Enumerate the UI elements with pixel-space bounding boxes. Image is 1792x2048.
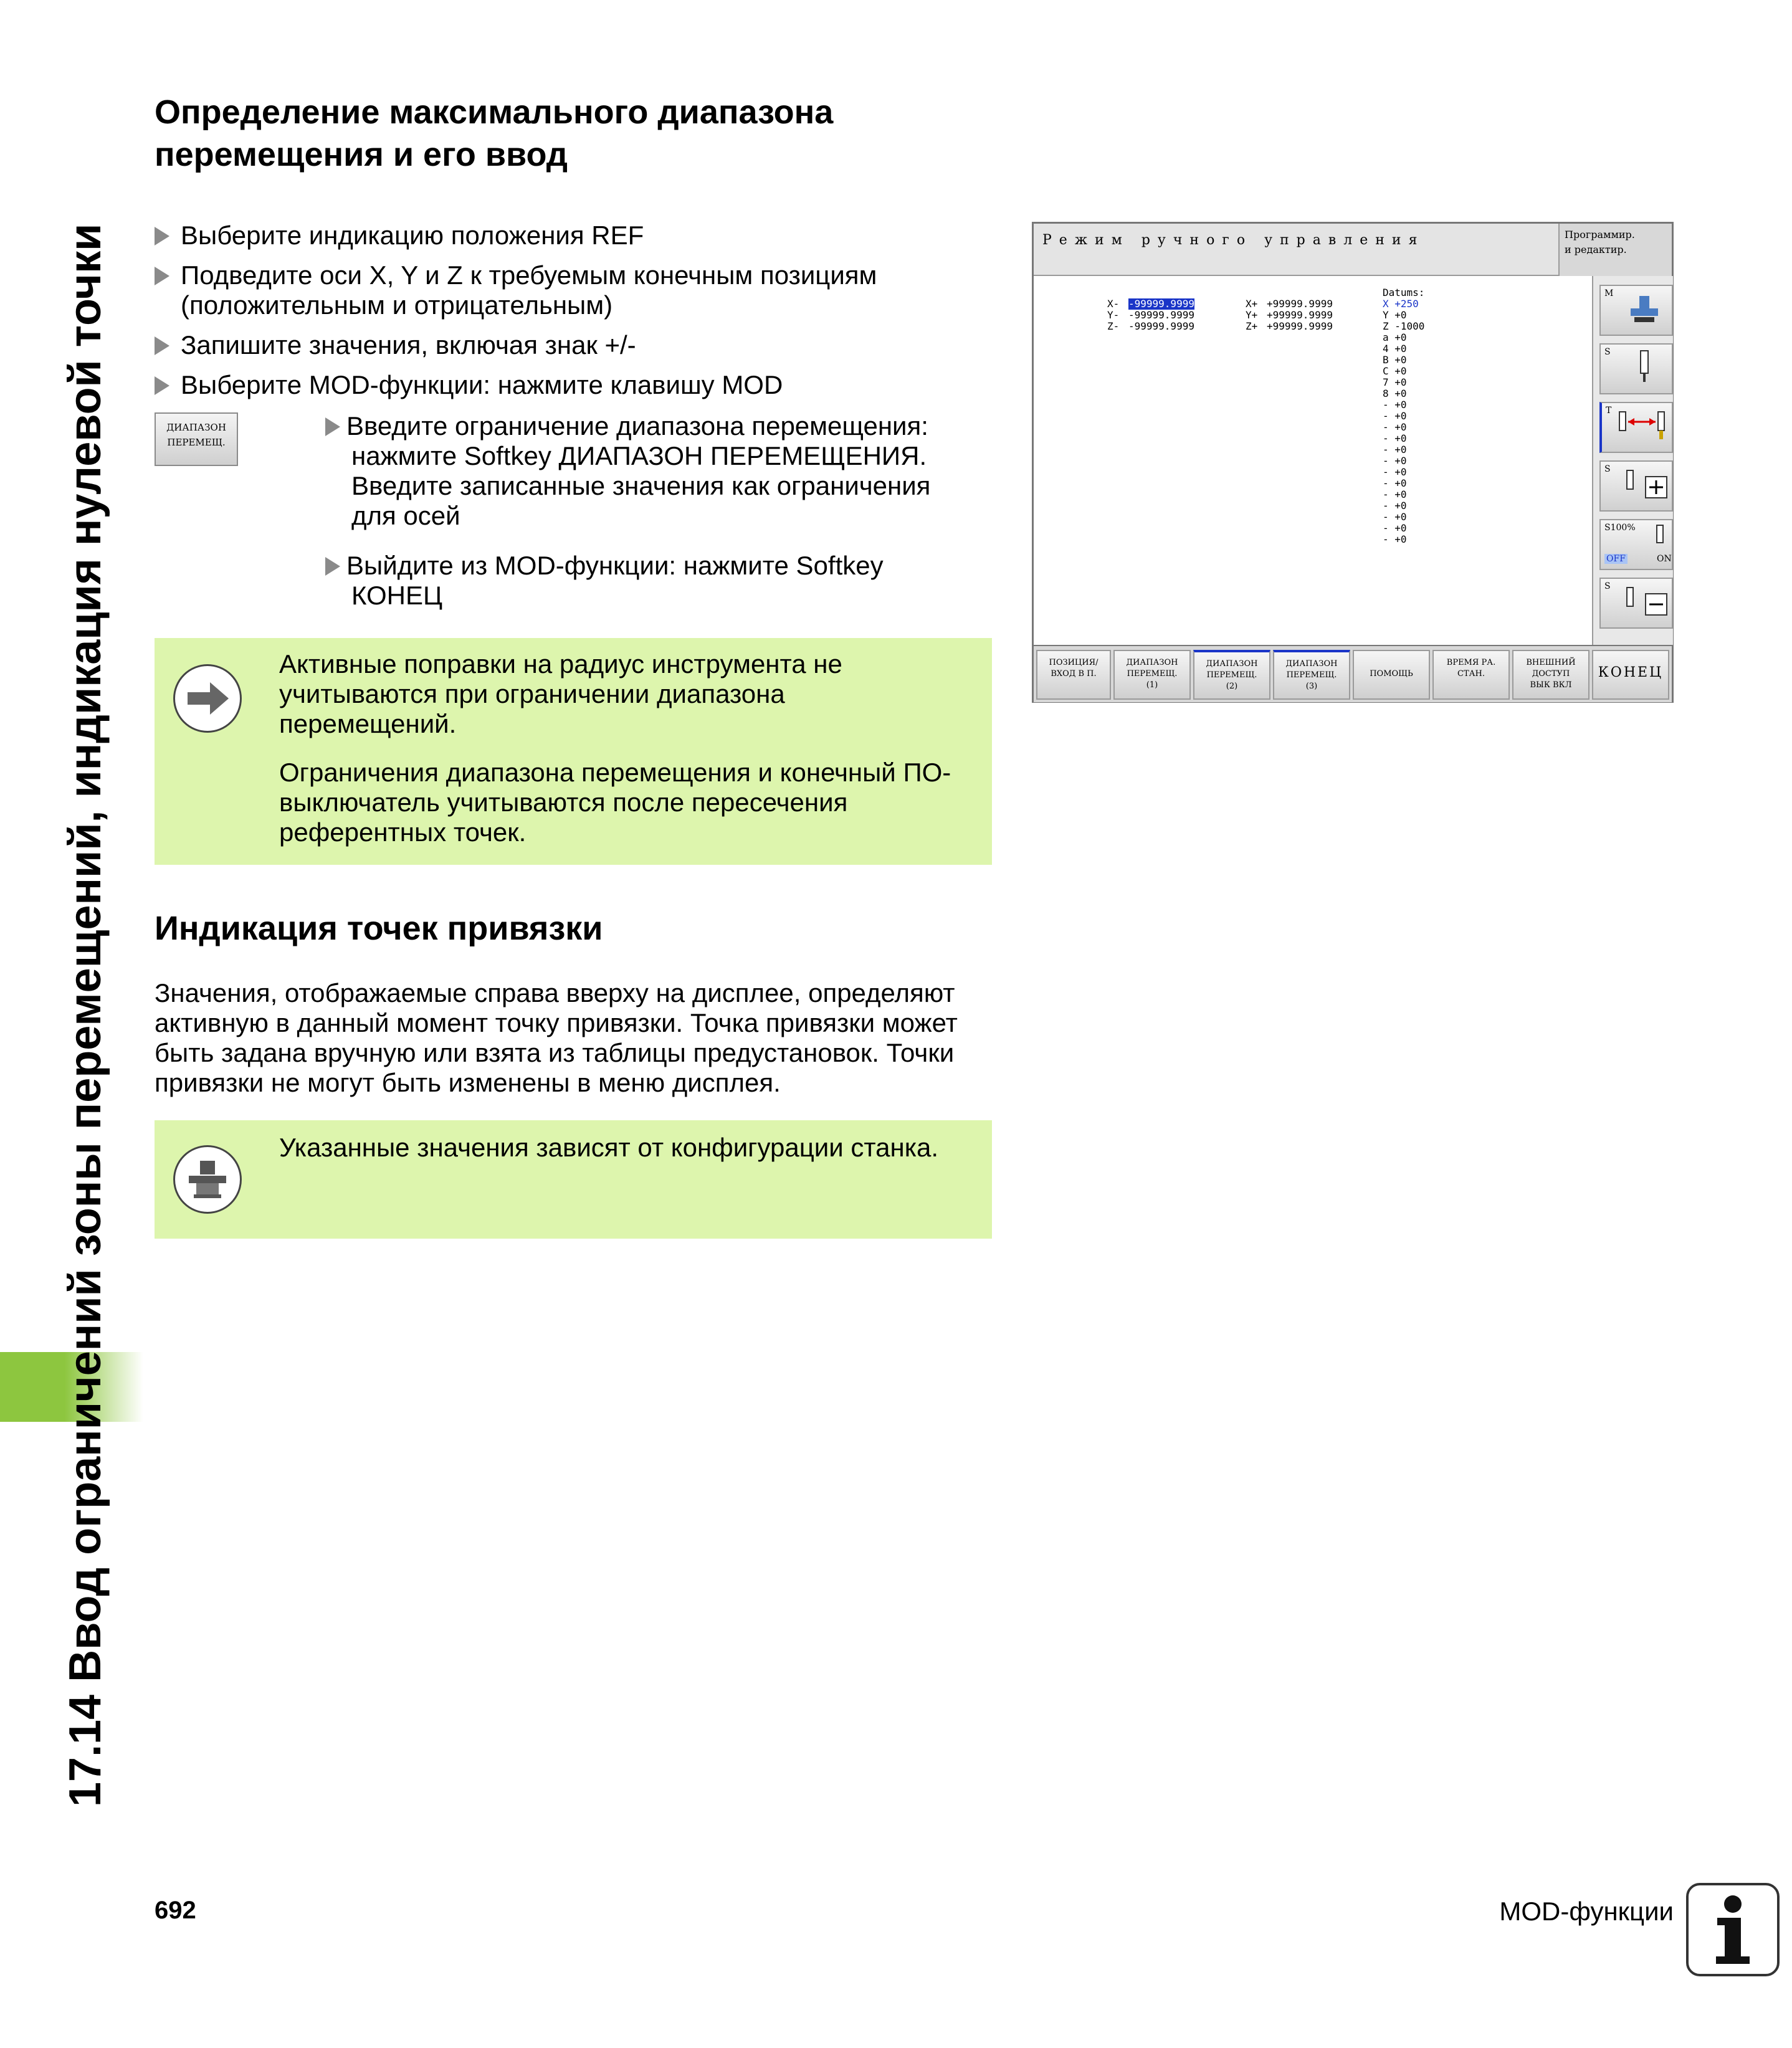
bullet-arrow-icon <box>155 267 169 285</box>
info-icon <box>1686 1883 1780 1976</box>
datum-entry: X +250 <box>1383 298 1419 310</box>
cnc-screen-image <box>1032 222 1674 703</box>
note-text: Ограничения диапазона перемещения и конечный ПО- <box>279 758 951 787</box>
note-text: Активные поправки на радиус инструмента не <box>279 649 842 679</box>
neg-limit-z-label: Z- <box>1107 320 1120 332</box>
softkey-travel-range-3: ДИАПАЗОН ПЕРЕМЕЩ. (3) <box>1273 650 1350 700</box>
arrow-right-icon <box>173 664 242 733</box>
side-softkey-s: S <box>1599 343 1673 394</box>
screen-mode-title: Режим ручного управления <box>1042 232 1425 248</box>
machine-icon <box>173 1145 242 1214</box>
neg-limit-x-value: -99999.9999 <box>1128 298 1194 310</box>
step-text: нажмите Softkey ДИАПАЗОН ПЕРЕМЕЩЕНИЯ. <box>351 441 927 470</box>
pos-limit-x-label: X+ <box>1246 298 1258 310</box>
paragraph-line: Значения, отображаемые справа вверху на дисплее, определяют <box>155 978 955 1007</box>
note-text: выключатель учитываются после пересечения <box>279 788 848 817</box>
neg-limit-y-label: Y- <box>1107 309 1120 321</box>
pos-limit-z-label: Z+ <box>1246 320 1258 332</box>
datum-entry: - +0 <box>1383 410 1407 422</box>
side-softkey-spindle-override: S100% OFF ON <box>1599 519 1673 570</box>
datums-title: Datums: <box>1383 287 1425 298</box>
datum-entry: - +0 <box>1383 511 1407 523</box>
softkey-external-access: ВНЕШНИЙ ДОСТУП ВЫК ВКЛ <box>1512 650 1589 700</box>
datum-entry: - +0 <box>1383 533 1407 545</box>
bullet-arrow-icon <box>325 557 340 576</box>
neg-limit-y-value: -99999.9999 <box>1128 309 1194 321</box>
side-softkey-t: T <box>1599 402 1673 453</box>
section2-title: Индикация точек привязки <box>155 910 603 947</box>
page-number: 692 <box>155 1897 196 1924</box>
softkey-machine-time: ВРЕМЯ РА. СТАН. <box>1432 650 1510 700</box>
note-text: Указанные значения зависят от конфигурации станка. <box>279 1133 939 1162</box>
datum-entry: C +0 <box>1383 365 1407 377</box>
bullet-arrow-icon <box>325 417 340 436</box>
bullet-arrow-icon <box>155 227 169 245</box>
datum-entry: - +0 <box>1383 444 1407 455</box>
datum-entry: - +0 <box>1383 466 1407 478</box>
screen-header <box>1034 224 1560 276</box>
screen-softkey-row <box>1034 645 1672 702</box>
datum-entry: - +0 <box>1383 488 1407 500</box>
softkey-position: ПОЗИЦИЯ/ ВХОД В П. <box>1036 650 1111 700</box>
datum-entry: - +0 <box>1383 477 1407 489</box>
section-title-line1: Определение максимального диапазона <box>155 93 834 131</box>
datum-entry: Z -1000 <box>1383 320 1425 332</box>
screen-programming-label: Программир. и редактир. <box>1560 224 1672 276</box>
datum-entry: - +0 <box>1383 399 1407 411</box>
screen-side-softkeys <box>1592 276 1673 645</box>
note-box <box>155 638 992 865</box>
note-box <box>155 1120 992 1239</box>
paragraph-line: привязки не могут быть изменены в меню дисплея. <box>155 1068 781 1097</box>
pos-limit-z-value: +99999.9999 <box>1267 320 1333 332</box>
paragraph-line: быть задана вручную или взята из таблицы предустановок. Точки <box>155 1038 955 1067</box>
softkey-travel-range-image: ДИАПАЗОН ПЕРЕМЕЩ. <box>155 412 238 466</box>
neg-limit-z-value: -99999.9999 <box>1128 320 1194 332</box>
softkey-travel-range-2: ДИАПАЗОН ПЕРЕМЕЩ. (2) <box>1193 650 1270 700</box>
datum-entry: 4 +0 <box>1383 343 1407 355</box>
datum-entry: - +0 <box>1383 455 1407 467</box>
softkey-help: ПОМОЩЬ <box>1353 650 1430 700</box>
pos-limit-y-value: +99999.9999 <box>1267 309 1333 321</box>
chapter-side-title: 17.14 Ввод ограничений зоны перемещений, индикация нулевой точки <box>60 223 110 1807</box>
datum-entry: - +0 <box>1383 432 1407 444</box>
datum-entry: - +0 <box>1383 500 1407 512</box>
step-text: Введите записанные значения как ограничения <box>351 471 931 500</box>
datum-entry: a +0 <box>1383 331 1407 343</box>
note-text: учитываются при ограничении диапазона <box>279 679 785 708</box>
step-text: для осей <box>351 501 460 530</box>
side-softkey-s-plus: S <box>1599 460 1673 512</box>
datum-entry: 8 +0 <box>1383 388 1407 399</box>
footer-section-title: MOD-функции <box>1499 1897 1674 1926</box>
note-text: референтных точек. <box>279 817 527 847</box>
datum-entry: Y +0 <box>1383 309 1407 321</box>
step-text: КОНЕЦ <box>351 581 443 610</box>
side-softkey-m: M <box>1599 285 1673 336</box>
datum-entry: - +0 <box>1383 421 1407 433</box>
softkey-travel-range-1: ДИАПАЗОН ПЕРЕМЕЩ. (1) <box>1113 650 1191 700</box>
softkey-end: КОНЕЦ <box>1592 650 1669 700</box>
datum-entry: - +0 <box>1383 522 1407 534</box>
note-text: перемещений. <box>279 709 457 738</box>
neg-limit-x-label: X- <box>1107 298 1120 310</box>
pos-limit-x-value: +99999.9999 <box>1267 298 1333 310</box>
pos-limit-y-label: Y+ <box>1246 309 1258 321</box>
datum-entry: B +0 <box>1383 354 1407 366</box>
datum-entry: 7 +0 <box>1383 376 1407 388</box>
section-title-line2: перемещения и его ввод <box>155 136 568 173</box>
bullet-arrow-icon <box>155 376 169 395</box>
side-softkey-s-minus: S <box>1599 578 1673 629</box>
bullet-arrow-icon <box>155 336 169 355</box>
paragraph-line: активную в данный момент точку привязки. Точка привязки может <box>155 1008 958 1037</box>
